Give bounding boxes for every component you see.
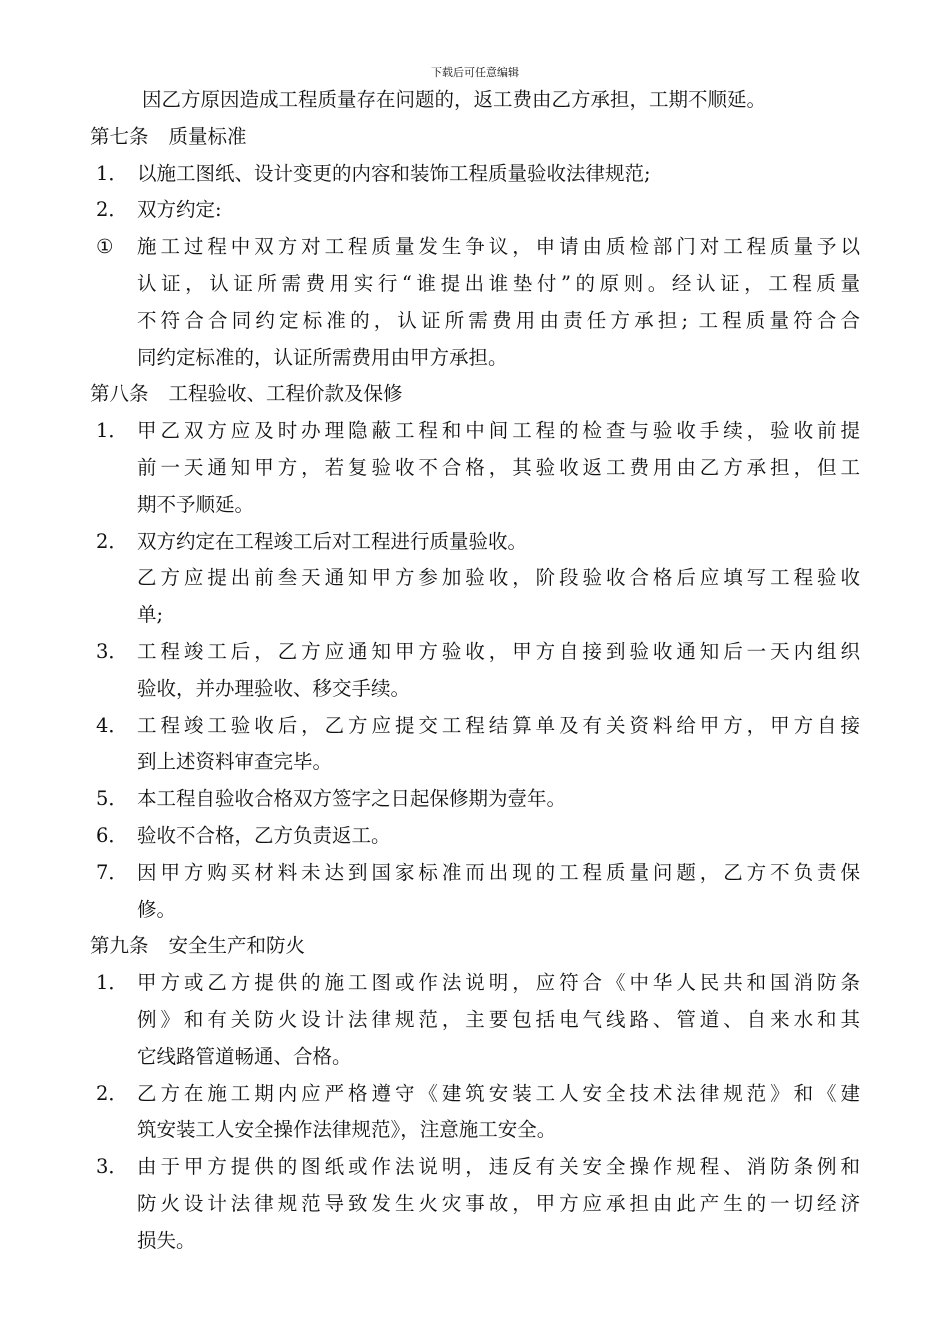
item-text — [137, 634, 860, 708]
list-item — [90, 229, 860, 376]
section-number: 第九条 — [90, 934, 149, 958]
item-text — [137, 1149, 860, 1259]
item-text — [137, 708, 860, 782]
item-text — [137, 1076, 860, 1150]
text-line: 工程竣工后，乙方应通知甲方验收，甲方自接到验收通知后一天内组织 — [137, 639, 860, 663]
list-item — [90, 1149, 860, 1259]
text-line: 认证，认证所需费用实行“谁提出谁垫付”的原则。经认证，工程质量 — [137, 271, 860, 295]
text-line: 本工程自验收合格双方签字之日起保修期为壹年。 — [137, 787, 567, 811]
list-item — [90, 1076, 860, 1150]
item-text — [137, 156, 860, 193]
text-line: 乙方应提出前叁天通知甲方参加验收，阶段验收合格后应填写工程验收 — [137, 566, 860, 590]
text-line: 工程竣工验收后，乙方应提交工程结算单及有关资料给甲方，甲方自接 — [137, 713, 860, 737]
item-number: 5． — [96, 787, 128, 811]
section-number: 第七条 — [90, 124, 149, 148]
text-line: 乙方在施工期内应严格遵守《建筑安装工人安全技术法律规范》和《建 — [137, 1081, 860, 1105]
list-item — [90, 192, 860, 229]
list-item — [90, 524, 860, 561]
section-title: 安全生产和防火 — [168, 934, 306, 958]
item-number: 3． — [96, 1155, 128, 1179]
item-text — [137, 818, 860, 855]
list-item — [90, 413, 860, 523]
list-item — [90, 781, 860, 818]
section-title: 工程验收、工程价款及保修 — [168, 382, 403, 406]
paragraph — [90, 560, 860, 634]
text-line: 它线路管道畅通、合格。 — [137, 1044, 352, 1068]
text-line: 例》和有关防火设计法律规范，主要包括电气线路、管道、自来水和其 — [137, 1007, 860, 1031]
text-line: 因乙方原因造成工程质量存在问题的，返工费由乙方承担，工期不顺延。 — [142, 88, 767, 111]
section-heading — [90, 928, 860, 965]
text-line: 筑安装工人安全操作法律规范》，注意施工安全。 — [137, 1118, 557, 1142]
text-line: 防火设计法律规范导致发生火灾事故，甲方应承担由此产生的一切经济 — [137, 1191, 860, 1215]
text-line: 单; — [137, 603, 164, 627]
item-number: 4． — [96, 713, 128, 737]
text-line: 甲乙双方应及时办理隐蔽工程和中间工程的检查与验收手续，验收前提 — [137, 419, 860, 443]
text-line: 到上述资料审查完毕。 — [137, 750, 333, 774]
section-title: 质量标准 — [168, 124, 247, 148]
text-line: 验收，并办理验收、移交手续。 — [137, 676, 411, 700]
list-item — [90, 818, 860, 855]
text-line: 由于甲方提供的图纸或作法说明，违反有关安全操作规程、消防条例和 — [137, 1155, 860, 1179]
text-line: 前一天通知甲方，若复验收不合格，其验收返工费用由乙方承担，但工 — [137, 455, 860, 479]
text-line: 同约定标准的，认证所需费用由甲方承担。 — [137, 345, 508, 369]
text-line: 施工过程中双方对工程质量发生争议，申请由质检部门对工程质量予以 — [137, 235, 860, 259]
text-line: 验收不合格，乙方负责返工。 — [137, 823, 391, 847]
item-number: 1． — [96, 419, 128, 443]
text-line: 甲方或乙方提供的施工图或作法说明，应符合《中华人民共和国消防条 — [137, 971, 860, 995]
section-number: 第八条 — [90, 382, 149, 406]
item-text — [137, 229, 860, 376]
text-line: 期不予顺延。 — [137, 492, 255, 516]
text-line: 双方约定: — [137, 198, 222, 222]
text-line: 不符合合同约定标准的，认证所需费用由责任方承担; 工程质量符合合 — [137, 308, 860, 332]
item-number: 6． — [96, 823, 128, 847]
item-number: 1． — [96, 971, 128, 995]
item-number: 2． — [96, 529, 128, 553]
item-number: 2． — [96, 1081, 128, 1105]
item-number: 2． — [96, 198, 128, 222]
list-item — [90, 634, 860, 708]
text-line: 因甲方购买材料未达到国家标准而出现的工程质量问题，乙方不负责保 — [137, 860, 860, 884]
item-number: ① — [96, 235, 114, 259]
list-item — [90, 965, 860, 1075]
item-text — [137, 965, 860, 1075]
item-number: 1． — [96, 161, 128, 185]
item-number: 7． — [96, 860, 128, 884]
text-line: 修。 — [137, 897, 177, 921]
text-line: 损失。 — [137, 1228, 196, 1252]
text-line: 双方约定在工程竣工后对工程进行质量验收。 — [137, 529, 528, 553]
list-item — [90, 156, 860, 193]
item-text — [137, 524, 860, 561]
section-heading — [90, 119, 860, 156]
item-text — [137, 855, 860, 929]
item-text — [137, 192, 860, 229]
text-line: 以施工图纸、设计变更的内容和装饰工程质量验收法律规范; — [137, 161, 651, 185]
item-number: 3． — [96, 639, 128, 663]
document-body — [90, 82, 860, 1260]
list-item — [90, 855, 860, 929]
item-text — [137, 413, 860, 523]
section-heading — [90, 376, 860, 413]
item-text — [137, 781, 860, 818]
paragraph — [90, 82, 860, 119]
list-item — [90, 708, 860, 782]
page-header: 下载后可任意编辑 — [431, 66, 519, 79]
